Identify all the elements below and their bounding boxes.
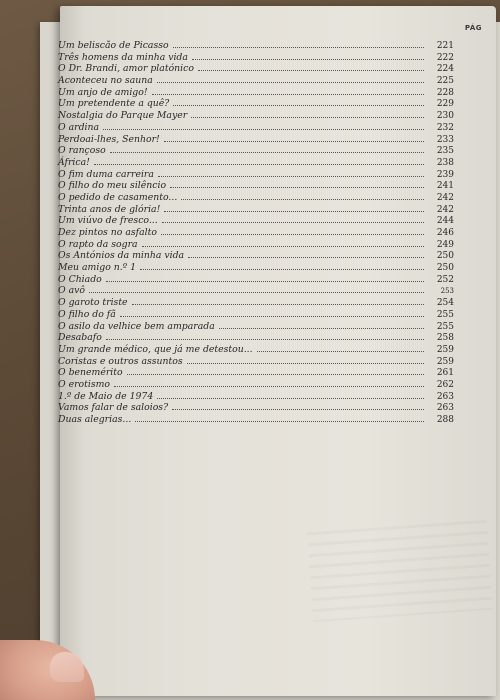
- toc-entry-page: 263: [436, 403, 454, 414]
- toc-entry: [58, 262, 454, 274]
- toc-entry-title: O pedido de casamento...: [58, 191, 178, 203]
- toc-entry: [58, 297, 454, 309]
- dot-leader: [89, 286, 424, 293]
- toc-entry-page: 222: [436, 52, 454, 63]
- dot-leader: [132, 298, 424, 305]
- toc-entry-title: O Chiado: [58, 273, 102, 285]
- toc-entry: [58, 414, 454, 426]
- dot-leader: [127, 368, 424, 375]
- toc-entry-page: 254: [436, 298, 454, 309]
- toc-entry-title: O filho do meu silêncio: [58, 180, 167, 192]
- toc-entry-page: 262: [436, 379, 454, 390]
- toc-entry-title: O fim duma carreira: [58, 168, 154, 180]
- dot-leader: [157, 392, 424, 399]
- dot-leader: [219, 322, 424, 329]
- dot-leader: [172, 403, 424, 410]
- dot-leader: [135, 415, 424, 422]
- toc-entry-title: Um anjo de amigo!: [58, 86, 148, 98]
- toc-entry: [58, 63, 454, 75]
- toc-entry-page: 242: [436, 192, 454, 203]
- dot-leader: [106, 275, 424, 282]
- toc-entry: [58, 391, 454, 403]
- dot-leader: [161, 228, 424, 235]
- toc-entry-title: Um viúvo de fresco...: [58, 215, 158, 227]
- dot-leader: [120, 310, 424, 317]
- toc-entry-title: Trinta anos de glória!: [58, 203, 161, 215]
- toc-entry: [58, 110, 454, 122]
- toc-entry-title: O ardina: [58, 121, 100, 133]
- dot-leader: [103, 123, 424, 130]
- toc-entry-page: 233: [436, 134, 454, 145]
- dot-leader: [187, 357, 424, 364]
- toc-entry-page: 250: [436, 263, 454, 274]
- toc-entry-title: O rapto da sogra: [58, 238, 138, 250]
- toc-entry: [58, 87, 454, 99]
- toc-entry-title: Os Antónios da minha vida: [58, 250, 185, 262]
- toc-entry-page: 263: [436, 391, 454, 402]
- dot-leader: [164, 135, 424, 142]
- toc-entry-title: Um grande médico, que já me detestou...: [58, 343, 253, 355]
- toc-entry-title: O rançoso: [58, 145, 106, 157]
- toc-entry-title: Três homens da minha vida: [58, 51, 188, 63]
- toc-entry: [58, 122, 454, 134]
- toc-entry-page: 221: [436, 41, 454, 51]
- toc-entry: [58, 250, 454, 262]
- thumbnail-nail: [50, 652, 84, 682]
- toc-entry: [58, 309, 454, 321]
- dot-leader: [106, 333, 424, 340]
- dot-leader: [94, 158, 424, 165]
- dot-leader: [152, 88, 424, 95]
- toc-entry: [58, 321, 454, 333]
- toc-entry-title: O benemérito: [58, 367, 123, 379]
- toc-entry-title: O filho do fã: [58, 308, 116, 320]
- toc-entry: [58, 274, 454, 286]
- toc-entry-page: 246: [436, 228, 454, 238]
- toc-entry-title: Desabafo: [58, 332, 102, 344]
- toc-entry-page: 238: [436, 157, 454, 168]
- dot-leader: [257, 345, 424, 352]
- toc-entry: [58, 239, 454, 251]
- toc-entry-title: Vamos falar de saloios?: [58, 402, 169, 414]
- toc-entry-page: 230: [436, 111, 454, 122]
- toc-entry-page: 255: [436, 321, 454, 332]
- toc-entry: [58, 379, 454, 391]
- dot-leader: [162, 216, 424, 223]
- toc-entry: [58, 98, 454, 110]
- dot-leader: [164, 205, 424, 212]
- toc-entry: [58, 157, 454, 169]
- dot-leader: [158, 170, 424, 177]
- dot-leader: [192, 53, 424, 60]
- toc-entry: [58, 169, 454, 181]
- toc-entry: [58, 40, 454, 52]
- dot-leader: [110, 146, 424, 153]
- toc-entry-title: Coristas e outros assuntos: [58, 355, 183, 367]
- dot-leader: [173, 99, 424, 106]
- toc-entry-page: 242: [436, 204, 454, 215]
- toc-entry: [58, 204, 454, 216]
- toc-entry-title: O erotismo: [58, 378, 111, 390]
- toc-entry: [58, 367, 454, 379]
- toc-entry-page: 252: [436, 274, 454, 285]
- toc-entry: [58, 402, 454, 414]
- toc-entry-title: O Dr. Brandi, amor platónico: [58, 63, 194, 75]
- toc-entry: [58, 285, 454, 297]
- toc-entry: [58, 52, 454, 64]
- toc-entry-page: 253: [440, 287, 454, 296]
- table-of-contents: [58, 40, 454, 426]
- toc-entry: [58, 227, 454, 239]
- toc-entry-page: 255: [436, 309, 454, 320]
- toc-entry-title: 1.º de Maio de 1974: [58, 390, 154, 402]
- toc-entry: [58, 180, 454, 192]
- dot-leader: [114, 380, 424, 387]
- toc-entry-page: 261: [436, 368, 454, 379]
- toc-entry-page: 258: [436, 333, 454, 344]
- toc-entry-title: Duas alegrias...: [58, 414, 132, 425]
- toc-entry: [58, 332, 454, 344]
- toc-entry-page: 224: [436, 64, 454, 75]
- toc-entry-page: 288: [436, 415, 454, 425]
- toc-entry-title: Um pretendente a quê?: [58, 98, 170, 110]
- toc-entry-title: Um beliscão de Picasso: [58, 40, 169, 51]
- toc-entry-page: 259: [436, 344, 454, 355]
- toc-entry: [58, 356, 454, 368]
- dot-leader: [181, 193, 424, 200]
- dot-leader: [170, 181, 424, 188]
- toc-entry: [58, 134, 454, 146]
- toc-entry-title: Nostalgia do Parque Mayer: [58, 110, 188, 122]
- toc-entry-title: Aconteceu no sauna: [58, 75, 153, 87]
- dot-leader: [173, 41, 424, 48]
- dot-leader: [188, 251, 424, 258]
- toc-entry-page: 229: [436, 99, 454, 110]
- toc-entry: [58, 145, 454, 157]
- dot-leader: [198, 64, 424, 71]
- dot-leader: [142, 240, 424, 247]
- toc-entry-title: Meu amigo n.º 1: [58, 262, 136, 274]
- page-column-header: PÁG: [464, 24, 482, 32]
- toc-entry-title: África!: [58, 156, 90, 168]
- toc-entry: [58, 215, 454, 227]
- toc-entry-page: 249: [436, 239, 454, 250]
- toc-entry-page: 250: [436, 251, 454, 262]
- toc-entry-title: O avô: [58, 285, 85, 297]
- toc-entry-page: 239: [436, 169, 454, 180]
- toc-entry-page: 225: [436, 76, 454, 87]
- toc-entry-page: 244: [436, 216, 454, 227]
- toc-entry-page: 235: [436, 146, 454, 157]
- toc-entry: [58, 344, 454, 356]
- toc-entry-page: 241: [436, 181, 454, 192]
- toc-entry-page: 232: [436, 122, 454, 133]
- dot-leader: [191, 111, 424, 118]
- dot-leader: [157, 76, 424, 83]
- toc-entry-title: O asilo da velhice bem amparada: [58, 320, 215, 332]
- show-through-text: [307, 520, 493, 622]
- toc-entry: [58, 75, 454, 87]
- dot-leader: [140, 263, 424, 270]
- toc-entry-title: Perdoai-lhes, Senhor!: [58, 133, 160, 145]
- toc-entry-title: O garoto triste: [58, 297, 128, 309]
- toc-entry: [58, 192, 454, 204]
- toc-entry-title: Dez pintos no asfalto: [58, 227, 157, 238]
- toc-entry-page: 259: [436, 356, 454, 367]
- toc-entry-page: 228: [436, 87, 454, 98]
